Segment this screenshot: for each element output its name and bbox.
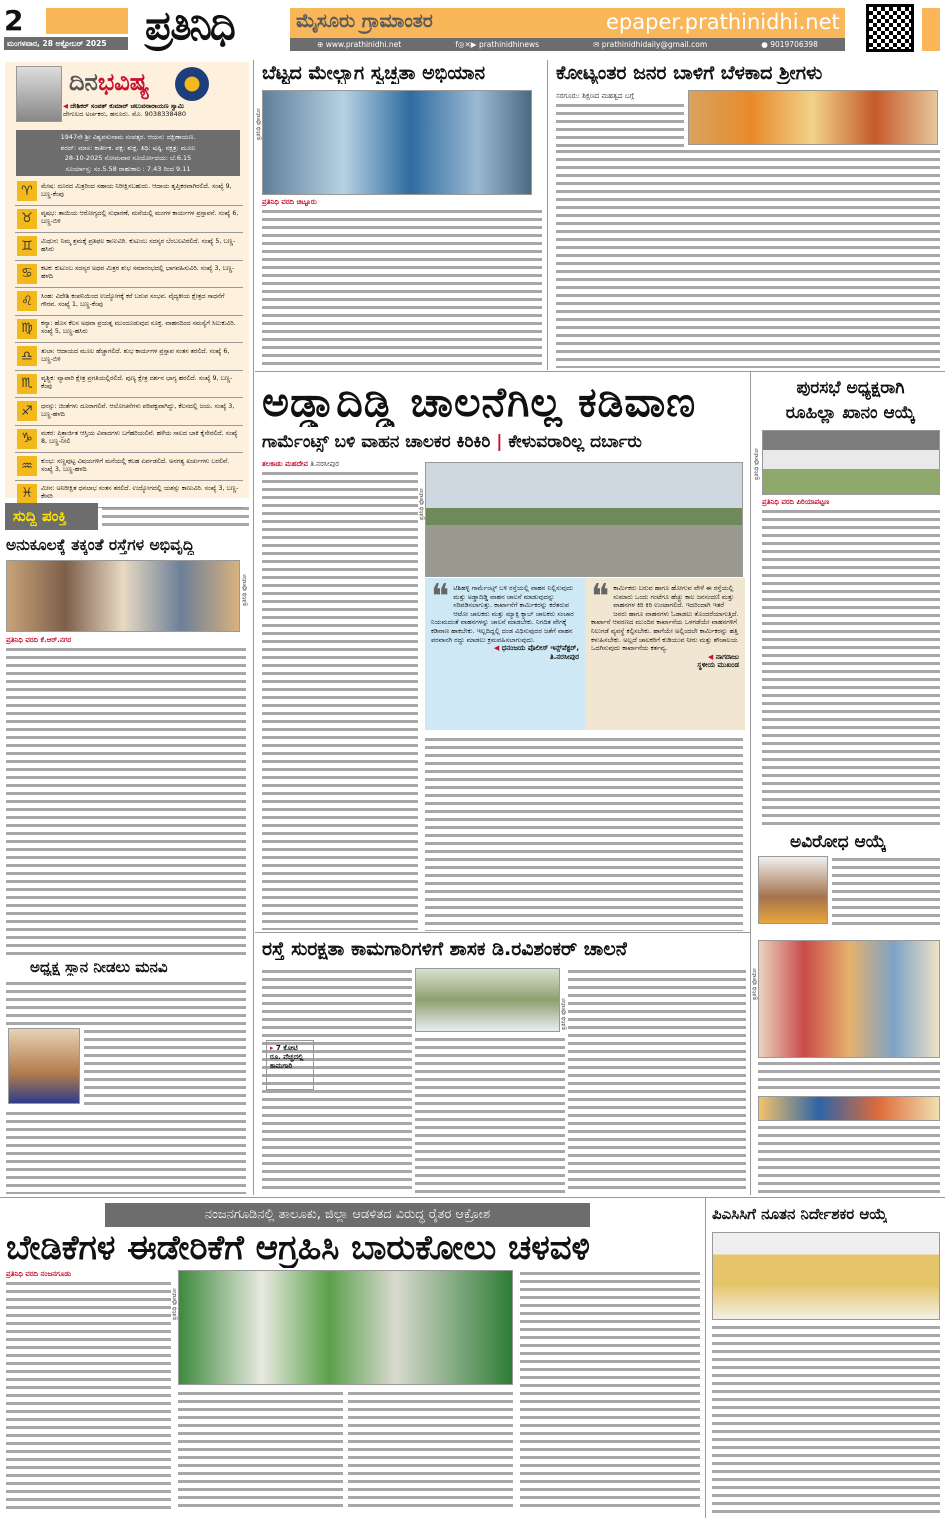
social-text: prathinidhinews xyxy=(478,40,539,49)
email-link[interactable]: ✉ prathinidhidaily@gmail.com xyxy=(593,40,708,49)
photo-road-safety xyxy=(415,968,560,1032)
photo-credit: ಪ್ರತಿನಿಧಿ ಫೋಟೋ xyxy=(256,108,262,140)
quote-text: ಟಿಶಿಹಳ್ಳಿ ಗಾರ್ಮೆಂಟ್ಸ್ ಬಳಿ ರಸ್ತೆಯಲ್ಲಿ ವಾಹನ ನಿಲ್ಲಿಸುವುದು ಮತ್ತು ಅಡ್ಡಾದಿಡ್ಡಿ ವಾಹನ ಚಾಲನೆ ಮಾಡುವುದನ್ನು ಸರಿಪಡಿಸಲಾಗುತ್ತು. ಕಾರ್ಖಾನೆಗೆ ಕಾರ್ಮಿಕರನ್ನು ಕರೆತರುವ ಆಟೋ ಚಾಲಕರು ಮತ್ತು ಮ್ಯಾಕ್ಸಿ ಕ್ಯಾಬ್ ಚಾಲಕರು ಸಂಚಾರ ನಿಯಮದಂತೆ ವಾಹನಗಳನ್ನು ಚಾಲನೆ ಮಾಡಬೇಕು. ನಿಗದಿತ ವೇಗಕ್ಕೆ ಕಡಿವಾಣ ಹಾಕಬೇಕು. ಇಲ್ಲದಿದ್ದಲ್ಲಿ ದಂಡ ವಿಧಿಸುವುದರ ಜತೆಗೆ ವಾಹನ ಪರವಾನಗಿ ರದ್ದು ಮಾಡಲು ಕ್ರಮವಹಿಸಲಾಗುವುದು. xyxy=(431,584,574,644)
note-box: ▸ 7 ಕೋಟಿ ರೂ. ವೆಚ್ಚದಲ್ಲಿ ಕಾಮಗಾರಿ xyxy=(266,1040,314,1090)
epaper-url[interactable]: epaper.prathinidhi.net xyxy=(606,10,840,34)
body-president-plea-2 xyxy=(84,1028,246,1108)
body-road-dev xyxy=(6,646,246,956)
zodiac-sign-row xyxy=(15,316,243,344)
body-pacs xyxy=(712,1324,940,1514)
byline-farmers: ಪ್ರತಿನಿಧಿ ವರದಿ ನಂಜನಗೂಡು xyxy=(6,1270,72,1278)
section-divider xyxy=(255,371,945,372)
headline-lead: ಅಡ್ಡಾದಿಡ್ಡಿ ಚಾಲನೆಗಿಲ್ಲ ಕಡಿವಾಣ xyxy=(262,378,697,426)
photo-credit: ಪ್ರತಿನಿಧಿ ಫೋಟೋ xyxy=(754,448,760,480)
body-road-safety-col3 xyxy=(568,968,746,1193)
zodiac-prediction: ಮಿಥುನ: ನಿಮ್ಮ ಶ್ರಮಕ್ಕೆ ಪ್ರತಿಫಲ ಕಾಣುವಿರಿ. ಕುಟುಂಬ ಸದಸ್ಯರ ಬೆಂಬಲವಿರಲಿದೆ. ಸಂಖ್ಯೆ 5, ಬಣ್ಣ-ಹಸಿರು xyxy=(41,237,236,253)
headline-road-safety: ರಸ್ತೆ ಸುರಕ್ಷತಾ ಕಾಮಗಾರಿಗಳಿಗೆ ಶಾಸಕ ಡಿ.ರವಿಶಂಕರ್ ಚಾಲನೆ xyxy=(262,938,628,960)
body-swamiji xyxy=(556,102,684,147)
zodiac-sign-row xyxy=(15,261,243,289)
photo-person xyxy=(8,1028,80,1104)
website-link[interactable]: ⊕ www.prathinidhi.net xyxy=(317,40,402,49)
headline-line: ರೂಹಿಲ್ಲಾ ಖಾನಂ ಆಯ್ಕೆ xyxy=(785,403,916,423)
email-text: prathinidhidaily@gmail.com xyxy=(601,40,708,49)
body-felicitation xyxy=(758,1124,940,1194)
zodiac-wheel-icon xyxy=(175,67,209,101)
subhead-part-b: ಕೇಳುವರಾರಿಲ್ಲ ದರ್ಬಾರು xyxy=(508,432,642,452)
phone-number: ● 9019706398 xyxy=(761,40,818,49)
zodiac-sign-row xyxy=(15,206,243,234)
zodiac-prediction: ಮೀನ: ಅನಿರೀಕ್ಷಿತ ಧನಲಾಭ ಸಂತಸ ತರಲಿದೆ. ಉದ್ಯೋಗದಲ್ಲಿ ಯಶಸ್ಸು ಕಾಣುವಿರಿ. ಸಂಖ್ಯೆ 3, ಬಣ್ಣ-ಕೇಸರಿ xyxy=(41,485,239,501)
body-ceremony xyxy=(758,1060,940,1094)
zodiac-prediction: ಮಕರ: ಪಿತ್ರಾರ್ಜಿತ ಆಸ್ತಿಯ ವಿವಾದಗಳು ಬಗೆಹರಿಯಲಿವೆ. ಹಳೆಯ ಸಾಲದ ಬಾಕಿ ಕೈಸೇರಲಿದೆ. ಸಂಖ್ಯೆ 8, ಬಣ್ಣ-ನೀಲಿ xyxy=(41,430,238,446)
zodiac-symbol-icon: ♌ xyxy=(17,291,37,311)
photo-credit: ಪ್ರತಿನಿಧಿ ಫೋಟೋ xyxy=(242,574,248,606)
social-handle[interactable]: f◎✕▶ prathinidhinews xyxy=(455,40,539,49)
zodiac-symbol-icon: ♉ xyxy=(17,209,37,229)
horoscope-box: ದಿನಭವಿಷ್ಯ ◀ ದೇಶಿಕರ್ ಸಂಪತ್ ಕುಮಾರ್ ಚಲುವನಾರಾಯಣ ಸ್ವಾಮಿ ದೇಗುಲದ ಅರ್ಚಕರು, ಹನೂರು. ಮೊ. 9038338480 1947ನೇ ಶ್ರೀ ವಿಶ್ವವಸುನಾಮ ಸಂವತ್ಸರ. ಆಯನ: ದಕ್ಷಿಣಾಯಣ. ಶರದ್: ಮಾಸ: ಕಾರ್ತೀಕ. ಪಕ್ಷ: ಶುಕ್ಲ. ತಿಥಿ: ಷಷ್ಠಿ. ನಕ್ಷತ್ರ: ಮೂಲ 28-10-2025 ಸೋಮವಾರ ಸೂರ್ಯೋದಯ: ಬೆ.6.15 ಸೂರ್ಯಾಸ್ತ: ಸಂ.5.58 ರಾಹುಕಾಲ : 7.43 ರಿಂದ 9.11 ♈ ಮೇಷ: ದೂರದ ಮಿತ್ರರಿಂದ ಸಹಾಯ ನಿರೀಕ್ಷಿಸಬಹುದು. ಆದಾಯ ತೃಪ್ತಿಕರವಾಗಿರಲಿದೆ. ಸಂಖ್ಯೆ 9, ಬಣ್ಣ-ಕೆಂಪು ♉ ವೃಷಭ: ತಾಯಿಯ ಆರೋಗ್ಯದಲ್ಲಿ ಸುಧಾರಣೆ, ಮನೆಯಲ್ಲಿ ಮಂಗಳ ಕಾರ್ಯಗಳ ಪ್ರಸ್ತಾವನೆ. ಸಂಖ್ಯೆ 6, ಬಣ್ಣ-ಬಿಳಿ ♊ ಮಿಥುನ: ನಿಮ್ಮ ಶ್ರಮಕ್ಕೆ ಪ್ರತಿಫಲ ಕಾಣುವಿರಿ. ಕುಟುಂಬ ಸದಸ್ಯರ ಬೆಂಬಲವಿರಲಿದೆ. ಸಂಖ್ಯೆ 5, ಬಣ್ಣ-ಹಸಿರು ♋ ಕಟಕ: ಕುಟುಂಬ ಸದಸ್ಯರ ಅಥವ ಮಿತ್ರರ ಶುಭ ಸಮಾರಂಭದಲ್ಲಿ ಭಾಗವಹಿಸುವಿರಿ. ಸಂಖ್ಯೆ 3, ಬಣ್ಣ-ಹಳದಿ ♌ ಸಿಂಹ: ವಿದೇಶಿ ಕಂಪನಿಯಿಂದ ಉದ್ಯೋಗಕ್ಕೆ ಕರೆ ಬರುವ ಸಂಭವ. ವೈದ್ಯಕೀಯ ಕ್ಷೇತ್ರದ ಸಾಧನೆಗೆ ಗೌರವ. ಸಂಖ್ಯೆ 1, ಬಣ್ಣ-ಕೆಂಪು ♍ ಕನ್ಯಾ: ಹೊಸ ಕೆಲಸ ಅಥವಾ ಪ್ರಯತ್ನ ಮುಂದೂಡುವುದ ಸೂಕ್ತ. ವಾಹನದಿಂದ ಸಮಸ್ಯೆಗೆ ಸಿಲುಕುವಿರಿ. ಸಂಖ್ಯೆ 5, ಬಣ್ಣ-ಹಸಿರು ♎ ತುಲಾ: ಆದಾಯದ ಮೂಲ ಹೆಚ್ಚಾಗಲಿದೆ. ಶುಭ ಕಾರ್ಯಗಳ ಪ್ರಸ್ತಾಪ ಸಂತಸ ತರಲಿದೆ. ಸಂಖ್ಯೆ 6, ಬಣ್ಣ-ಬಿಳಿ ♏ ವೃಶ್ಚಿಕ: ವ್ಯಾಪಾರಿ ಕ್ಷೇತ್ರ ಪ್ರಗತಿಯಲ್ಲಿರಲಿದೆ. ಪುಣ್ಯ ಕ್ಷೇತ್ರ ದರ್ಶನ ಭಾಗ್ಯ ಹರಲಿದೆ. ಸಂಖ್ಯೆ 9, ಬಣ್ಣ-ಕೆಂಪು ♐ ಧನಸ್ಸು: ಚಿಂತೆಗಳು ದೂರಾಗಲಿವೆ. ಆಲೋಚನೆಗಳು ಪರಿಪಕ್ವವಾಗಿದ್ದು, ಕೆಲಸದಲ್ಲಿ ಜಯ. ಸಂಖ್ಯೆ 3, ಬಣ್ಣ-ಹಳದಿ ♑ ಮಕರ: ಪಿತ್ರಾರ್ಜಿತ ಆಸ್ತಿಯ ವಿವಾದಗಳು ಬಗೆಹರಿಯಲಿವೆ. ಹಳೆಯ ಸಾಲದ ಬಾಕಿ ಕೈಸೇರಲಿದೆ. ಸಂಖ್ಯೆ 8, ಬಣ್ಣ-ನೀಲಿ ♒ ಕುಂಭ: ಸಣ್ಣಪುಟ್ಟ ವಿಷಯಗಳಿಗೆ ಮನೆಯಲ್ಲಿ ಕಲಹ ಏರ್ಪಡಲಿದೆ. ಅನಗತ್ಯ ಖರ್ಚುಗಳು ಬರಲಿವೆ. ಸಂಖ್ಯೆ 3, ಬಣ್ಣ-ಹಳದಿ ♓ ಮೀನ: ಅನಿರೀಕ್ಷಿತ ಧನಲಾಭ ಸಂತಸ ತರಲಿದೆ. ಉದ್ಯೋಗದಲ್ಲಿ ಯಶಸ್ಸು ಕಾಣುವಿರಿ. ಸಂಖ್ಯೆ 3, ಬಣ್ಣ-ಕೇಸರಿ xyxy=(5,62,249,498)
body-swamiji-2 xyxy=(556,148,940,368)
panchang-line: ಸೂರ್ಯಾಸ್ತ: ಸಂ.5.58 ರಾಹುಕಾಲ : 7.43 ರಿಂದ 9.11 xyxy=(65,164,191,173)
edition-name: ಮೈಸೂರು ಗ್ರಾಮಾಂತರ xyxy=(296,10,433,32)
panchang-line: 1947ನೇ ಶ್ರೀ ವಿಶ್ವವಸುನಾಮ ಸಂವತ್ಸರ. ಆಯನ: ದಕ್ಷಿಣಾಯಣ. xyxy=(60,133,196,141)
astrologer-details: ದೇಗುಲದ ಅರ್ಚಕರು, ಹನೂರು. ಮೊ. 9038338480 xyxy=(63,110,187,118)
panchang-box xyxy=(16,130,240,176)
page-number: 2 xyxy=(4,4,24,37)
lead-swamiji: ಸರಗೂರು: ಶಿಕ್ಷಣದ ಮಹತ್ವದ ಬಗ್ಗೆ xyxy=(556,92,686,100)
photo-cleanliness xyxy=(262,90,532,195)
quote-credit-role: ಸ್ಥಳೀಯ ಮುಖಂಡ xyxy=(697,661,739,670)
zodiac-prediction: ಧನಸ್ಸು: ಚಿಂತೆಗಳು ದೂರಾಗಲಿವೆ. ಆಲೋಚನೆಗಳು ಪರಿಪಕ್ವವಾಗಿದ್ದು, ಕೆಲಸದಲ್ಲಿ ಜಯ. ಸಂಖ್ಯೆ 3, ಬಣ್ಣ-ಹಳದಿ xyxy=(41,402,235,418)
body-farmers-col2 xyxy=(178,1390,343,1512)
zodiac-prediction: ಮೇಷ: ದೂರದ ಮಿತ್ರರಿಂದ ಸಹಾಯ ನಿರೀಕ್ಷಿಸಬಹುದು. ಆದಾಯ ತೃಪ್ತಿಕರವಾಗಿರಲಿದೆ. ಸಂಖ್ಯೆ 9, ಬಣ್ಣ-ಕೆಂಪು xyxy=(41,182,232,198)
quote-credit: ಧನಂಜಯ ಪೊಲೀಸ್ ಇನ್ಸ್‌ಪೆಕ್ಟರ್, xyxy=(501,644,579,653)
photo-credit: ಪ್ರತಿನಿಧಿ ಫೋಟೋ xyxy=(561,998,567,1030)
zodiac-sign-row xyxy=(15,288,243,316)
zodiac-prediction: ವೃಷಭ: ತಾಯಿಯ ಆರೋಗ್ಯದಲ್ಲಿ ಸುಧಾರಣೆ, ಮನೆಯಲ್ಲಿ ಮಂಗಳ ಕಾರ್ಯಗಳ ಪ್ರಸ್ತಾವನೆ. ಸಂಖ್ಯೆ 6, ಬಣ್ಣ-ಬಿಳಿ xyxy=(41,210,239,226)
zodiac-symbol-icon: ♎ xyxy=(17,346,37,366)
section-divider xyxy=(0,1197,945,1198)
title-part-a: ದಿನ xyxy=(69,68,98,96)
zodiac-sign-row xyxy=(15,178,243,206)
date-bar: ಮಂಗಳವಾರ, 28 ಅಕ್ಟೋಬರ್ 2025 xyxy=(4,37,128,50)
subhead-part-a: ಗಾರ್ಮೆಂಟ್ಸ್ ಬಳಿ ವಾಹನ ಚಾಲಕರ ಕಿರಿಕಿರಿ xyxy=(262,432,491,452)
contact-bar xyxy=(290,38,845,51)
byline-place: ತಿ.ನರಸೀಪುರ xyxy=(310,460,339,468)
masthead-logo: ಪ್ರತಿನಿಧಿ xyxy=(145,2,234,49)
column-divider xyxy=(750,372,751,1195)
byline-road-dev: ಪ್ರತಿನಿಧಿ ವರದಿ ಕೆ.ಆರ್.ನಗರ xyxy=(6,636,72,644)
quote-credit-place: ತಿ.ನರಸೀಪುರ xyxy=(549,652,579,661)
section-rule xyxy=(102,505,249,527)
photo-credit: ಪ್ರತಿನಿಧಿ ಫೋಟೋ xyxy=(172,1288,178,1320)
note-text: 7 ಕೋಟಿ ರೂ. ವೆಚ್ಚದಲ್ಲಿ ಕಾಮಗಾರಿ xyxy=(270,1044,304,1070)
headline-cleanliness: ಬೆಟ್ಟದ ಮೇಲ್ಭಾಗ ಸ್ವಚ್ಛತಾ ಅಭಿಯಾನ xyxy=(262,62,486,84)
body-president-plea xyxy=(6,980,246,1026)
headline-president-plea: ಅಧ್ಯಕ್ಷ ಸ್ಥಾನ ನೀಡಲು ಮನವಿ xyxy=(30,958,168,976)
body-road-safety-col2 xyxy=(415,1036,565,1193)
byline-municipal: ಪ್ರತಿನಿಧಿ ವರದಿ ಪಿರಿಯಾಪಟ್ಟಣ xyxy=(762,498,830,506)
zodiac-symbol-icon: ♑ xyxy=(17,429,37,449)
zodiac-sign-row xyxy=(15,343,243,371)
zodiac-list xyxy=(15,178,243,508)
zodiac-sign-row xyxy=(15,233,243,261)
quote-mark-icon: ❝ xyxy=(591,578,610,617)
zodiac-sign-row xyxy=(15,371,243,399)
photo-swamiji xyxy=(688,90,938,145)
photo-unopposed xyxy=(758,856,828,924)
zodiac-symbol-icon: ♐ xyxy=(17,401,37,421)
body-farmers-col3 xyxy=(348,1390,513,1512)
headline-line: ಪುರಸಭೆ ಅಧ್ಯಕ್ಷರಾಗಿ xyxy=(796,378,905,398)
zodiac-symbol-icon: ♒ xyxy=(17,456,37,476)
strap-farmers: ನಂಜನಗೂಡಿನಲ್ಲಿ ತಾಲೂಕು, ಜಿಲ್ಲಾ ಆಡಳಿತದ ವಿರುದ್ಧ ರೈತರ ಆಕ್ರೋಶ xyxy=(105,1203,590,1227)
body-unopposed xyxy=(832,856,940,928)
photo-felicitation xyxy=(758,1096,940,1121)
zodiac-prediction: ಕುಂಭ: ಸಣ್ಣಪುಟ್ಟ ವಿಷಯಗಳಿಗೆ ಮನೆಯಲ್ಲಿ ಕಲಹ ಏರ್ಪಡಲಿದೆ. ಅನಗತ್ಯ ಖರ್ಚುಗಳು ಬರಲಿವೆ. ಸಂಖ್ಯೆ 3, ಬಣ್ಣ-ಹಳದಿ xyxy=(41,457,230,473)
zodiac-symbol-icon: ♓ xyxy=(17,484,37,504)
body-farmers-col1 xyxy=(6,1280,171,1512)
quote-local-leader: ❝ ಕಾರ್ಮಿಕರು ಬರುವ ಹಾಗೂ ಹೋಗುವ ವೇಳೆ ಈ ರಸ್ತೆಯಲ್ಲಿ ಸುಮಾರು ಒಂದು ಗಂಟೆಗೂ ಹೆಚ್ಚು ಕಾಲ ಜನಸಂದಣಿ ಮತ್ತು ವಾಹನಗಳ ಕಿರಿ ಕಿರಿ ಉಂಟಾಗಲಿದೆ. ಇದರಿಂದಾಗಿ ಇತರೆ ಜನರು ಹಾಗೂ ವಾಹನಗಳು ಓಡಾಡಲು ತೊಂದರೆಯಾಗುತ್ತಿದೆ. ಕಾರ್ಖಾನೆ ಆವರಣದ ಮುಂದಿನ ಕಾರ್ಖಾನೆಯ ಒಳಗಡೆಯೇ ವಾಹನಗಳಿಗೆ ನಿಲುಗಡೆ ವ್ಯವಸ್ಥೆ ಕಲ್ಪಿಸಬೇಕು. ಹಾಗೆಯೇ ಅಲ್ಲಿಂದಲೇ ಕಾರ್ಮಿಕರನ್ನು ಹತ್ತಿ ಕಳುಹಿಸಬೇಕು. ಅಲ್ಲದೆ ಚಾಲಕರಿಗೆ ಕುಡಿಯುವ ನೀರು ಮತ್ತು ಶೌಚಾಲಯ ಒದಗಿಸುವುದು ಕಾರ್ಖಾನೆಯ ಕರ್ತವ್ಯ. ◀ ನಾಗರಾಜು ಸ್ಥಳೀಯ ಮುಖಂಡ xyxy=(585,578,745,730)
phone-text: 9019706398 xyxy=(770,40,818,49)
body-cleanliness xyxy=(262,208,542,368)
headline-municipal xyxy=(758,376,943,426)
header-orange-block xyxy=(46,8,128,34)
zodiac-prediction: ಕಟಕ: ಕುಟುಂಬ ಸದಸ್ಯರ ಅಥವ ಮಿತ್ರರ ಶುಭ ಸಮಾರಂಭದಲ್ಲಿ ಭಾಗವಹಿಸುವಿರಿ. ಸಂಖ್ಯೆ 3, ಬಣ್ಣ-ಹಳದಿ xyxy=(41,265,235,281)
subhead-lead: ಗಾರ್ಮೆಂಟ್ಸ್ ಬಳಿ ವಾಹನ ಚಾಲಕರ ಕಿರಿಕಿರಿ | ಕೇಳುವರಾರಿಲ್ಲ ದರ್ಬಾರು xyxy=(262,432,642,452)
section-tag: ಸುದ್ದಿ ಪಂಕ್ತಿ xyxy=(5,503,98,530)
qr-code xyxy=(866,4,914,52)
photo-road-dev xyxy=(6,560,240,632)
photo-lead-traffic xyxy=(425,462,743,577)
byline-cleanliness: ಪ್ರತಿನಿಧಿ ವರದಿ ಚಿಟ್ಟೂರು xyxy=(262,198,317,206)
headline-road-dev: ಅನುಕೂಲಕ್ಕೆ ತಕ್ಕಂತೆ ರಸ್ತೆಗಳ ಅಭಿವೃದ್ಧಿ xyxy=(6,536,195,554)
photo-ceremony xyxy=(758,940,940,1058)
zodiac-prediction: ಕನ್ಯಾ: ಹೊಸ ಕೆಲಸ ಅಥವಾ ಪ್ರಯತ್ನ ಮುಂದೂಡುವುದ ಸೂಕ್ತ. ವಾಹನದಿಂದ ಸಮಸ್ಯೆಗೆ ಸಿಲುಕುವಿರಿ. ಸಂಖ್ಯೆ 5, ಬಣ್ಣ-ಹಸಿರು xyxy=(41,320,236,336)
body-president-plea-3 xyxy=(6,1110,246,1194)
quote-credit: ನಾಗರಾಜು xyxy=(715,652,739,661)
headline-farmers: ಬೇಡಿಕೆಗಳ ಈಡೇರಿಕೆಗೆ ಆಗ್ರಹಿಸಿ ಬಾರುಕೋಲು ಚಳವಳಿ xyxy=(6,1228,591,1268)
body-municipal xyxy=(762,508,940,830)
photo-pacs xyxy=(712,1232,940,1320)
zodiac-symbol-icon: ♍ xyxy=(17,319,37,339)
column-divider xyxy=(705,1198,706,1518)
quote-text: ಕಾರ್ಮಿಕರು ಬರುವ ಹಾಗೂ ಹೋಗುವ ವೇಳೆ ಈ ರಸ್ತೆಯಲ್ಲಿ ಸುಮಾರು ಒಂದು ಗಂಟೆಗೂ ಹೆಚ್ಚು ಕಾಲ ಜನಸಂದಣಿ ಮತ್ತು ವಾಹನಗಳ ಕಿರಿ ಕಿರಿ ಉಂಟಾಗಲಿದೆ. ಇದರಿಂದಾಗಿ ಇತರೆ ಜನರು ಹಾಗೂ ವಾಹನಗಳು ಓಡಾಡಲು ತೊಂದರೆಯಾಗುತ್ತಿದೆ. ಕಾರ್ಖಾನೆ ಆವರಣದ ಮುಂದಿನ ಕಾರ್ಖಾನೆಯ ಒಳಗಡೆಯೇ ವಾಹನಗಳಿಗೆ ನಿಲುಗಡೆ ವ್ಯವಸ್ಥೆ ಕಲ್ಪಿಸಬೇಕು. ಹಾಗೆಯೇ ಅಲ್ಲಿಂದಲೇ ಕಾರ್ಮಿಕರನ್ನು ಹತ್ತಿ ಕಳುಹಿಸಬೇಕು. ಅಲ್ಲದೆ ಚಾಲಕರಿಗೆ ಕುಡಿಯುವ ನೀರು ಮತ್ತು ಶೌಚಾಲಯ ಒದಗಿಸುವುದು ಕಾರ್ಖಾನೆಯ ಕರ್ತವ್ಯ. xyxy=(591,584,739,653)
panchang-line: 28-10-2025 ಸೋಮವಾರ ಸೂರ್ಯೋದಯ: ಬೆ.6.15 xyxy=(64,154,192,162)
zodiac-prediction: ವೃಶ್ಚಿಕ: ವ್ಯಾಪಾರಿ ಕ್ಷೇತ್ರ ಪ್ರಗತಿಯಲ್ಲಿರಲಿದೆ. ಪುಣ್ಯ ಕ್ಷೇತ್ರ ದರ್ಶನ ಭಾಗ್ಯ ಹರಲಿದೆ. ಸಂಖ್ಯೆ 9, ಬಣ್ಣ-ಕೆಂಪು xyxy=(41,375,233,391)
photo-farmers-protest xyxy=(178,1270,513,1385)
panchang-line: ಶರದ್: ಮಾಸ: ಕಾರ್ತೀಕ. ಪಕ್ಷ: ಶುಕ್ಲ. ತಿಥಿ: ಷಷ್ಠಿ. ನಕ್ಷತ್ರ: ಮೂಲ xyxy=(60,143,196,152)
photo-credit: ಪ್ರತಿನಿಧಿ ಫೋಟೋ xyxy=(752,968,758,1000)
zodiac-prediction: ತುಲಾ: ಆದಾಯದ ಮೂಲ ಹೆಚ್ಚಾಗಲಿದೆ. ಶುಭ ಕಾರ್ಯಗಳ ಪ್ರಸ್ತಾಪ ಸಂತಸ ತರಲಿದೆ. ಸಂಖ್ಯೆ 6, ಬಣ್ಣ-ಬಿಳಿ xyxy=(41,347,230,363)
column-divider xyxy=(547,60,548,370)
zodiac-symbol-icon: ♏ xyxy=(17,374,37,394)
body-lead-col2 xyxy=(425,736,743,931)
section-divider xyxy=(255,932,750,933)
astrologer-name: ದೇಶಿಕರ್ ಸಂಪತ್ ಕುಮಾರ್ ಚಲುವನಾರಾಯಣ ಸ್ವಾಮಿ xyxy=(70,102,184,110)
body-lead-col1 xyxy=(262,470,418,930)
body-farmers-col4 xyxy=(520,1270,700,1512)
zodiac-sign-row xyxy=(15,398,243,426)
headline-swamiji: ಕೋಟ್ಯಂತರ ಜನರ ಬಾಳಿಗೆ ಬೆಳಕಾದ ಶ್ರೀಗಳು xyxy=(556,62,823,84)
headline-unopposed: ಅವಿರೋಧ ಆಯ್ಕೆ xyxy=(790,832,887,852)
photo-credit: ಪ್ರತಿನಿಧಿ ಫೋಟೋ xyxy=(419,488,425,520)
quote-police: ❝ ಟಿಶಿಹಳ್ಳಿ ಗಾರ್ಮೆಂಟ್ಸ್ ಬಳಿ ರಸ್ತೆಯಲ್ಲಿ ವಾಹನ ನಿಲ್ಲಿಸುವುದು ಮತ್ತು ಅಡ್ಡಾದಿಡ್ಡಿ ವಾಹನ ಚಾಲನೆ ಮಾಡುವುದನ್ನು ಸರಿಪಡಿಸಲಾಗುತ್ತು. ಕಾರ್ಖಾನೆಗೆ ಕಾರ್ಮಿಕರನ್ನು ಕರೆತರುವ ಆಟೋ ಚಾಲಕರು ಮತ್ತು ಮ್ಯಾಕ್ಸಿ ಕ್ಯಾಬ್ ಚಾಲಕರು ಸಂಚಾರ ನಿಯಮದಂತೆ ವಾಹನಗಳನ್ನು ಚಾಲನೆ ಮಾಡಬೇಕು. ನಿಗದಿತ ವೇಗಕ್ಕೆ ಕಡಿವಾಣ ಹಾಕಬೇಕು. ಇಲ್ಲದಿದ್ದಲ್ಲಿ ದಂಡ ವಿಧಿಸುವುದರ ಜತೆಗೆ ವಾಹನ ಪರವಾನಗಿ ರದ್ದು ಮಾಡಲು ಕ್ರಮವಹಿಸಲಾಗುವುದು. ◀ ಧನಂಜಯ ಪೊಲೀಸ್ ಇನ್ಸ್‌ಪೆಕ್ಟರ್, ತಿ.ನರಸೀಪುರ xyxy=(425,578,585,730)
byline-name: ತಲಕಾಡು ಮಹದೇವ xyxy=(262,460,308,468)
photo-municipal xyxy=(762,430,940,495)
website-text: www.prathinidhi.net xyxy=(325,40,402,49)
astrologer-photo xyxy=(16,66,62,122)
horoscope-title xyxy=(69,68,149,96)
zodiac-prediction: ಸಿಂಹ: ವಿದೇಶಿ ಕಂಪನಿಯಿಂದ ಉದ್ಯೋಗಕ್ಕೆ ಕರೆ ಬರುವ ಸಂಭವ. ವೈದ್ಯಕೀಯ ಕ್ಷೇತ್ರದ ಸಾಧನೆಗೆ ಗೌರವ. ಸಂಖ್ಯೆ 1, ಬಣ್ಣ-ಕೆಂಪು xyxy=(41,292,225,308)
zodiac-symbol-icon: ♋ xyxy=(17,264,37,284)
headline-pacs: ಪಿಎಸಿಸಿಗೆ ನೂತನ ನಿರ್ದೇಶಕರ ಆಯ್ಕೆ xyxy=(712,1205,888,1223)
zodiac-sign-row xyxy=(15,453,243,481)
zodiac-symbol-icon: ♊ xyxy=(17,236,37,256)
header-orange-edge xyxy=(922,8,940,51)
quote-mark-icon: ❝ xyxy=(431,578,450,617)
zodiac-symbol-icon: ♈ xyxy=(17,181,37,201)
title-part-b: ಭವಿಷ್ಯ xyxy=(97,68,150,96)
zodiac-sign-row xyxy=(15,426,243,454)
column-divider xyxy=(253,60,254,1195)
